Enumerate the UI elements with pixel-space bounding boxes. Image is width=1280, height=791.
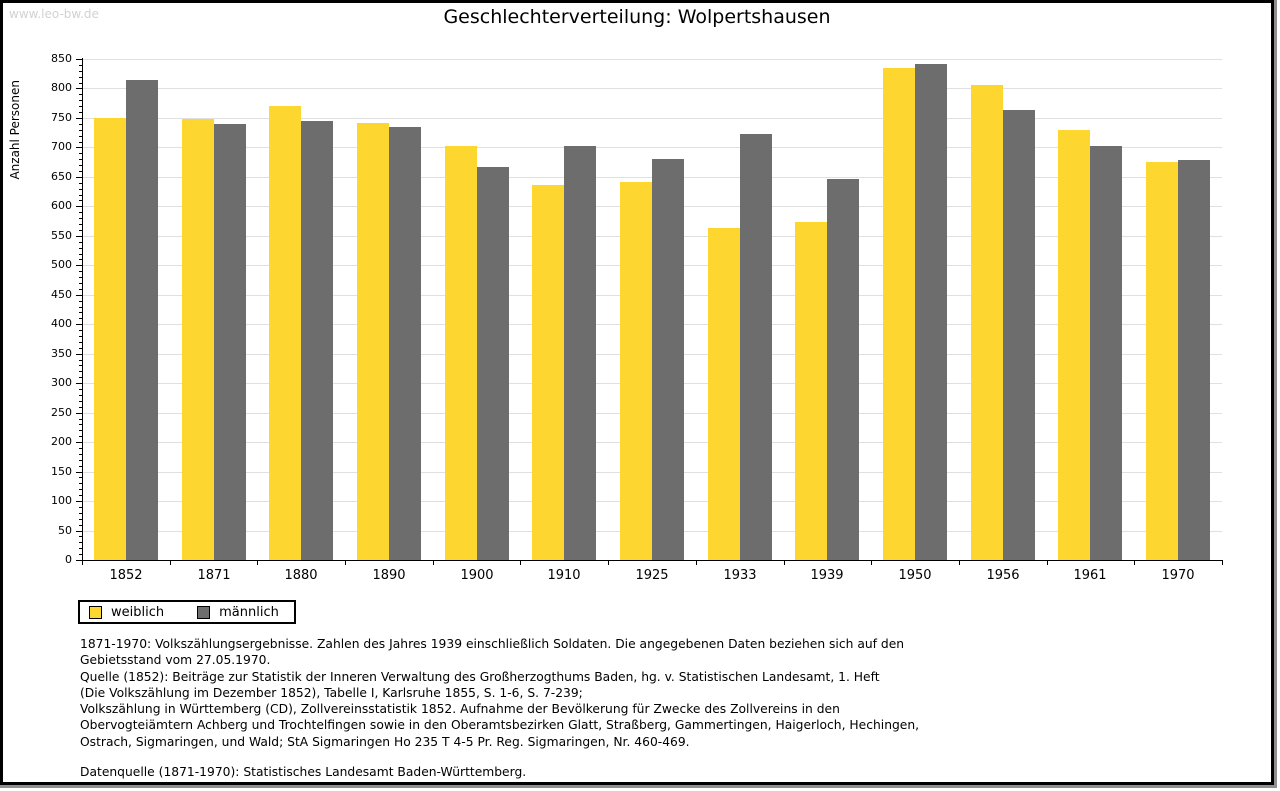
y-tick	[79, 106, 82, 107]
y-tick-label: 300	[51, 376, 72, 389]
watermark-leo-bw: www.leo-bw.de	[9, 7, 99, 21]
y-tick	[76, 472, 82, 473]
y-tick	[79, 360, 82, 361]
y-tick	[79, 365, 82, 366]
y-tick	[79, 218, 82, 219]
bar-männlich-1933	[740, 134, 772, 560]
y-tick	[79, 430, 82, 431]
gridline	[83, 118, 1222, 119]
footnote-line: Volkszählung in Württemberg (CD), Zollvereinsstatistik 1852. Aufnahme der Bevölkerung für Zwecke des Zollvereins in den	[80, 702, 840, 717]
x-tick-label-1910: 1910	[547, 568, 581, 583]
legend-label-weiblich: weiblich	[111, 604, 165, 620]
y-tick-label: 450	[51, 288, 72, 301]
y-tick	[79, 224, 82, 225]
bar-weiblich-1956	[971, 85, 1003, 560]
x-tick	[784, 561, 785, 565]
x-tick-label-1880: 1880	[284, 568, 318, 583]
bar-männlich-1880	[301, 121, 333, 560]
y-tick	[76, 236, 82, 237]
y-tick	[79, 212, 82, 213]
y-tick	[79, 242, 82, 243]
y-tick	[79, 259, 82, 260]
y-tick	[79, 424, 82, 425]
bar-weiblich-1933	[708, 228, 740, 560]
y-tick-label: 700	[51, 140, 72, 153]
x-tick-label-1900: 1900	[460, 568, 494, 583]
x-tick	[871, 561, 872, 565]
bar-männlich-1900	[477, 167, 509, 560]
bar-weiblich-1970	[1146, 162, 1178, 560]
bar-weiblich-1910	[532, 185, 564, 560]
bar-weiblich-1871	[182, 119, 214, 560]
x-tick-label-1950: 1950	[898, 568, 932, 583]
y-tick	[79, 377, 82, 378]
y-tick	[79, 248, 82, 249]
bar-weiblich-1925	[620, 182, 652, 560]
y-tick-label: 600	[51, 199, 72, 212]
y-tick	[79, 195, 82, 196]
bar-weiblich-1880	[269, 106, 301, 560]
bar-männlich-1950	[915, 64, 947, 560]
footnote-line: Gebietsstand vom 27.05.1970.	[80, 653, 271, 668]
y-tick	[79, 483, 82, 484]
y-tick-label: 400	[51, 317, 72, 330]
y-tick	[79, 171, 82, 172]
y-tick	[79, 142, 82, 143]
y-tick-label: 250	[51, 406, 72, 419]
y-tick	[76, 354, 82, 355]
y-tick-label: 350	[51, 347, 72, 360]
y-tick	[79, 271, 82, 272]
x-tick-label-1961: 1961	[1073, 568, 1107, 583]
y-tick	[79, 159, 82, 160]
y-tick	[79, 466, 82, 467]
y-tick	[79, 94, 82, 95]
y-tick	[76, 147, 82, 148]
x-tick	[257, 561, 258, 565]
y-tick	[79, 136, 82, 137]
y-tick	[79, 254, 82, 255]
y-tick	[79, 389, 82, 390]
y-tick	[76, 265, 82, 266]
y-tick-label: 200	[51, 435, 72, 448]
y-tick	[76, 295, 82, 296]
y-tick	[79, 395, 82, 396]
bar-männlich-1961	[1090, 146, 1122, 560]
y-tick-label: 550	[51, 229, 72, 242]
footnote-line: Ostrach, Sigmaringen, und Wald; StA Sigmaringen Ho 235 T 4-5 Pr. Reg. Sigmaringen, Nr. 460-469.	[80, 734, 690, 749]
y-tick	[79, 307, 82, 308]
bar-männlich-1970	[1178, 160, 1210, 560]
y-axis-title: Anzahl Personen	[8, 80, 22, 180]
x-tick	[170, 561, 171, 565]
x-tick-label-1871: 1871	[197, 568, 231, 583]
y-tick	[79, 407, 82, 408]
x-tick-label-1939: 1939	[810, 568, 844, 583]
x-tick	[345, 561, 346, 565]
y-tick	[76, 531, 82, 532]
y-tick	[79, 277, 82, 278]
y-tick	[79, 371, 82, 372]
bar-weiblich-1890	[357, 123, 389, 560]
y-tick	[79, 336, 82, 337]
y-tick	[79, 153, 82, 154]
bar-weiblich-1950	[883, 68, 915, 560]
y-tick-label: 500	[51, 258, 72, 271]
y-tick	[79, 489, 82, 490]
y-tick-label: 850	[51, 52, 72, 65]
y-tick	[79, 112, 82, 113]
y-tick	[79, 507, 82, 508]
bar-männlich-1925	[652, 159, 684, 560]
gridline	[83, 59, 1222, 60]
bar-männlich-1910	[564, 146, 596, 560]
y-tick	[79, 312, 82, 313]
bar-weiblich-1900	[445, 146, 477, 560]
chart-title: Geschlechterverteilung: Wolpertshausen	[443, 6, 831, 28]
y-tick	[79, 348, 82, 349]
y-tick	[79, 519, 82, 520]
y-tick	[79, 401, 82, 402]
y-tick-label: 100	[51, 494, 72, 507]
bar-weiblich-1961	[1058, 130, 1090, 560]
legend-label-maennlich: männlich	[219, 604, 279, 620]
y-tick	[76, 206, 82, 207]
legend-item-maennlich	[197, 605, 279, 620]
y-tick	[79, 71, 82, 72]
x-tick	[1222, 561, 1223, 565]
x-tick-label-1956: 1956	[986, 568, 1020, 583]
y-tick	[76, 442, 82, 443]
y-tick	[79, 454, 82, 455]
y-tick-label: 650	[51, 170, 72, 183]
y-tick	[79, 419, 82, 420]
y-tick	[79, 495, 82, 496]
x-tick-label-1933: 1933	[723, 568, 757, 583]
y-tick	[79, 283, 82, 284]
y-tick	[79, 554, 82, 555]
y-tick	[79, 165, 82, 166]
bar-weiblich-1852	[94, 118, 126, 560]
y-tick	[79, 289, 82, 290]
y-tick-label: 0	[65, 553, 72, 566]
y-tick	[79, 318, 82, 319]
y-tick-label: 50	[58, 524, 72, 537]
x-tick	[608, 561, 609, 565]
footnote-block	[80, 636, 919, 780]
y-tick	[79, 448, 82, 449]
y-tick	[76, 177, 82, 178]
x-tick-label-1890: 1890	[372, 568, 406, 583]
y-tick-label: 800	[51, 81, 72, 94]
y-tick	[79, 525, 82, 526]
y-tick	[79, 189, 82, 190]
x-tick-label-1852: 1852	[109, 568, 143, 583]
y-tick	[79, 460, 82, 461]
y-axis-line	[82, 58, 83, 561]
x-tick	[696, 561, 697, 565]
chart-legend	[78, 600, 296, 624]
y-tick	[79, 436, 82, 437]
y-tick	[76, 118, 82, 119]
footnote-line: Obervogteiämtern Achberg und Trochtelfingen sowie in den Oberamtsbezirken Glatt, Straßberg, Gammertingen, Haigerloch, Hechingen,	[80, 718, 920, 733]
y-tick	[79, 130, 82, 131]
x-tick	[520, 561, 521, 565]
legend-item-weiblich	[89, 605, 164, 620]
y-tick-label: 150	[51, 465, 72, 478]
y-tick	[79, 83, 82, 84]
y-tick	[76, 383, 82, 384]
y-tick	[79, 200, 82, 201]
footnote-line: (Die Volkszählung im Dezember 1852), Tabelle I, Karlsruhe 1855, S. 1-6, S. 7-239;	[80, 685, 583, 700]
x-tick-label-1925: 1925	[635, 568, 669, 583]
y-tick	[79, 183, 82, 184]
y-tick	[76, 59, 82, 60]
y-tick	[76, 413, 82, 414]
y-tick	[79, 342, 82, 343]
y-tick	[76, 501, 82, 502]
gridline	[83, 147, 1222, 148]
gridline	[83, 88, 1222, 89]
x-tick-label-1970: 1970	[1161, 568, 1195, 583]
y-tick	[79, 548, 82, 549]
footnote-line: Quelle (1852): Beiträge zur Statistik der Inneren Verwaltung des Großherzogthums Baden, hg. v. Statistischen Landesamt, 1. Heft	[80, 669, 880, 684]
x-tick	[1134, 561, 1135, 565]
y-tick	[79, 513, 82, 514]
y-tick	[79, 301, 82, 302]
y-tick	[79, 65, 82, 66]
x-tick	[959, 561, 960, 565]
maennlich-color-swatch-icon	[197, 606, 210, 619]
bar-männlich-1890	[389, 127, 421, 560]
y-tick	[79, 230, 82, 231]
y-tick	[79, 330, 82, 331]
y-tick	[79, 100, 82, 101]
datasource-line: Datenquelle (1871-1970): Statistisches Landesamt Baden-Württemberg.	[80, 765, 527, 780]
y-tick	[79, 477, 82, 478]
y-tick	[79, 124, 82, 125]
y-tick	[79, 77, 82, 78]
x-tick	[1047, 561, 1048, 565]
bar-männlich-1852	[126, 80, 158, 560]
weiblich-color-swatch-icon	[89, 606, 102, 619]
bar-männlich-1956	[1003, 110, 1035, 560]
x-tick	[433, 561, 434, 565]
x-axis-line	[82, 560, 1223, 561]
bar-männlich-1939	[827, 179, 859, 560]
y-tick	[79, 536, 82, 537]
bar-weiblich-1939	[795, 222, 827, 560]
y-tick	[76, 88, 82, 89]
footnote-line: 1871-1970: Volkszählungsergebnisse. Zahlen des Jahres 1939 einschließlich Soldaten. Die angegebenen Daten beziehen sich auf den	[80, 637, 905, 651]
y-tick	[76, 324, 82, 325]
bar-männlich-1871	[214, 124, 246, 560]
y-tick	[79, 542, 82, 543]
y-tick-label: 750	[51, 111, 72, 124]
x-tick	[82, 561, 83, 565]
